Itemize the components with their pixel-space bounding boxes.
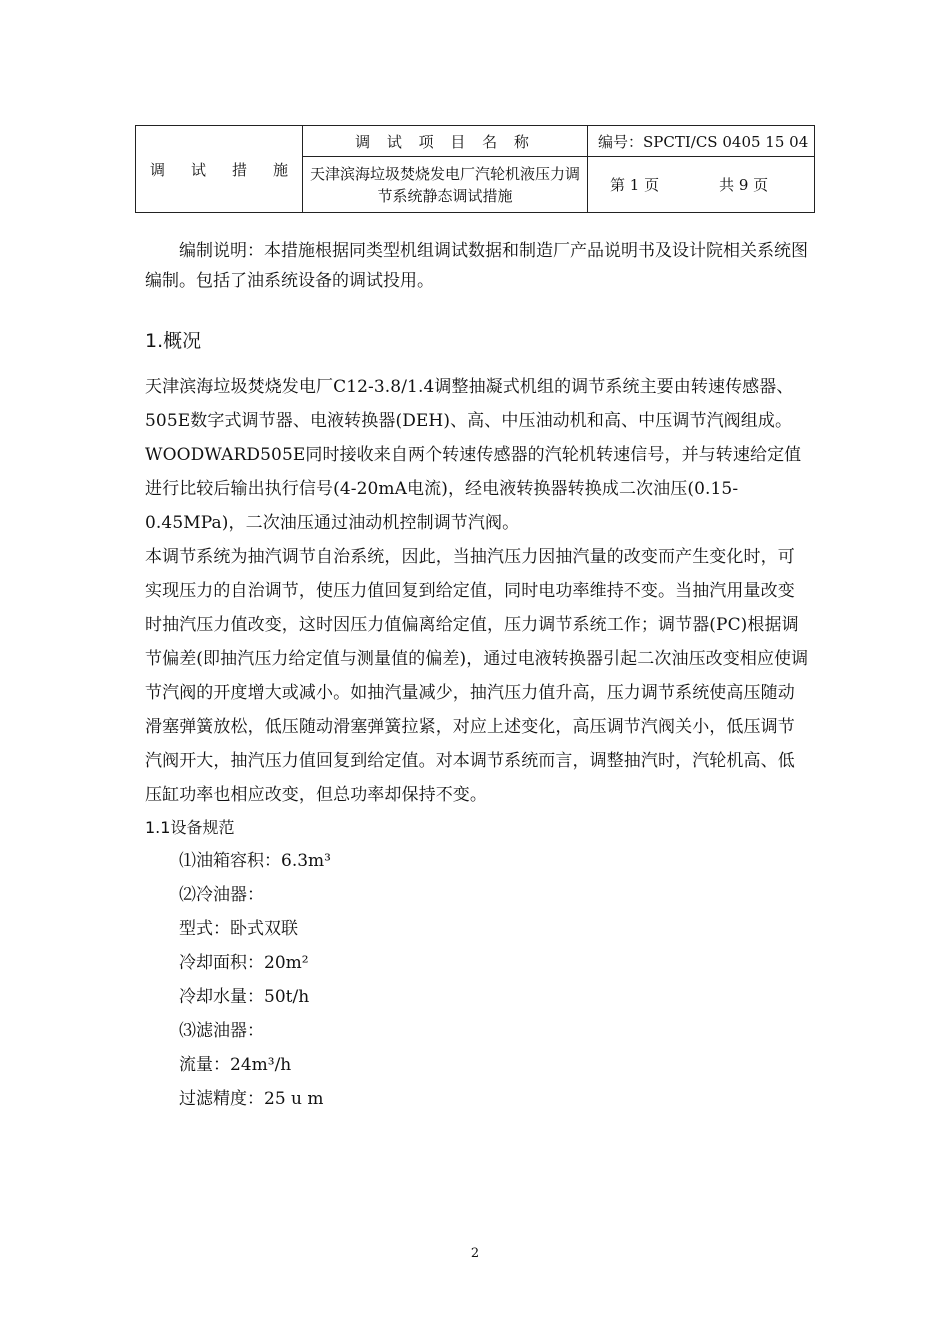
paragraph: 天津滨海垃圾焚烧发电厂C12-3.8/1.4调整抽凝式机组的调节系统主要由转速传感器、505E数字式调节器、电液转换器(DEH)、高、中压油动机和高、中压调节汽阀组成。WOODWARD505E同时接收来自两个转速传感器的汽轮机转速信号，并与转速给定值进行比较后输出执行信号(4-20mA电流)，经电液转换器转换成二次油压(0.15-0.45MPa)，二次油压通过油动机控制调节汽阀。 <box>145 377 802 533</box>
header-label-char: 施 <box>272 160 288 179</box>
spec-item: ⑵冷油器： <box>179 885 264 905</box>
spec-item: 冷却水量：50t/h <box>179 987 310 1007</box>
header-label-char: 措 <box>231 160 247 179</box>
header-label-char: 试 <box>190 160 206 179</box>
project-name-heading: 调 试 项 目 名 称 <box>303 126 588 157</box>
document-body <box>145 236 809 1116</box>
page-total: 共 9 页 <box>719 176 769 194</box>
page-number: 2 <box>470 1246 480 1261</box>
section-heading: 1.概况 <box>145 330 202 352</box>
subsection-heading: 1.1设备规范 <box>145 818 235 837</box>
equipment-spec-list <box>145 844 809 1116</box>
spec-item: ⑴油箱容积：6.3m³ <box>179 851 331 871</box>
document-code: 编号：SPCTI/CS 0405 15 04 <box>588 126 815 157</box>
spec-item: ⑶滤油器： <box>179 1021 264 1041</box>
header-label-cell <box>136 126 303 213</box>
spec-item: 流量：24m³/h <box>179 1055 292 1075</box>
page-current: 第 1 页 <box>610 176 660 194</box>
page-info-cell <box>588 157 815 213</box>
preface-note: 编制说明：本措施根据同类型机组调试数据和制造厂产品说明书及设计院相关系统图编制。包括了油系统设备的调试投用。 <box>145 241 808 291</box>
spec-item: 冷却面积：20m² <box>179 953 309 973</box>
header-table <box>135 125 815 213</box>
header-label-char: 调 <box>150 160 166 179</box>
spec-item: 过滤精度：25 u m <box>179 1089 324 1109</box>
paragraph: 本调节系统为抽汽调节自治系统，因此，当抽汽压力因抽汽量的改变而产生变化时，可实现压力的自治调节，使压力值回复到给定值，同时电功率维持不变。当抽汽用量改变时抽汽压力值改变，这时因压力值偏离给定值，压力调节系统工作；调节器(PC)根据调节偏差(即抽汽压力给定值与测量值的偏差)，通过电液转换器引起二次油压改变相应使调节汽阀的开度增大或减小。如抽汽量减少，抽汽压力值升高，压力调节系统使高压随动滑塞弹簧放松，低压随动滑塞弹簧拉紧，对应上述变化，高压调节汽阀关小，低压调节汽阀开大，抽汽压力值回复到给定值。对本调节系统而言，调整抽汽时，汽轮机高、低压缸功率也相应改变，但总功率却保持不变。 <box>145 547 809 805</box>
project-name: 天津滨海垃圾焚烧发电厂汽轮机液压力调节系统静态调试措施 <box>303 157 588 213</box>
spec-item: 型式：卧式双联 <box>179 919 298 939</box>
